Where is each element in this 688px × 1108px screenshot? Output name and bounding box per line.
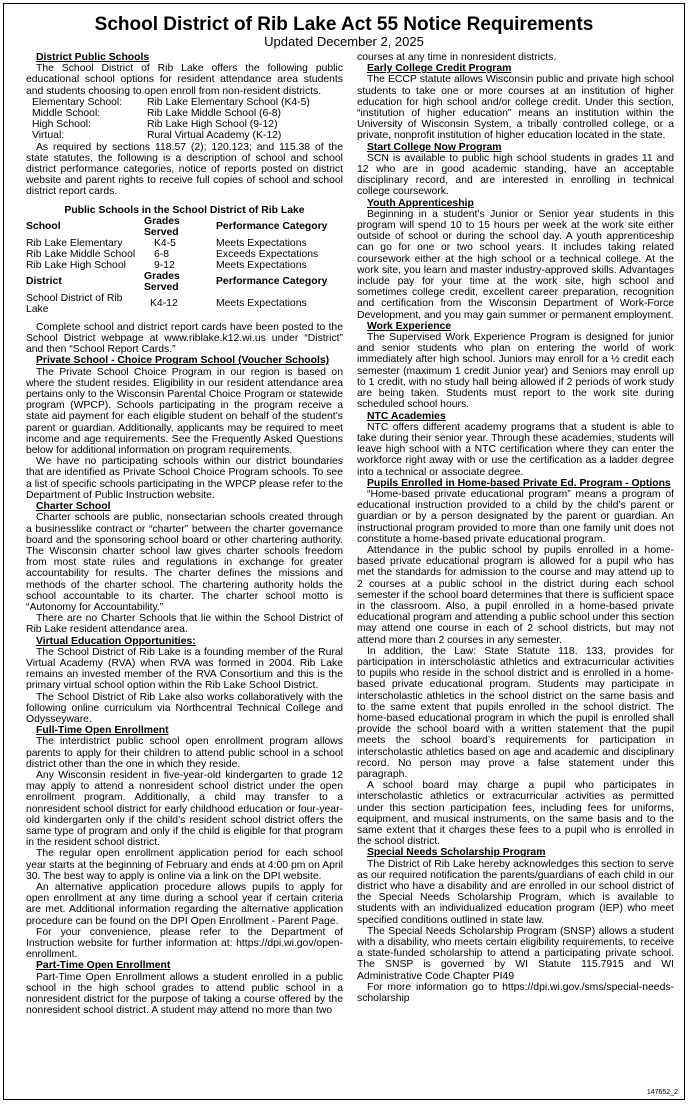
paragraph: An alternative application procedure allows pupils to apply for open enrollment at any time during a school year if certain criteria are met. Additional information regarding the alternative application procedure can be found on the DPI Open Enrollment - Parent Page. bbox=[26, 882, 343, 927]
school-type: Elementary School: bbox=[32, 96, 123, 108]
paragraph: NTC offers different academy programs that a student is able to take during their senior year. Through these academies, students will leave high school with a NTC certification where they can enter the workforce right away with or use the certification as a ladder degree into a technical or associate degree. bbox=[357, 421, 674, 478]
paragraph: For your convenience, please refer to the Department of Instruction website for further information at: https://dpi.wi.gov/open-enrollment. bbox=[26, 926, 343, 961]
table-cell: Rib Lake Middle School bbox=[26, 248, 136, 260]
paragraph: SCN is available to public high school students in grades 11 and 12 who are in good academic standing, have an acceptable disciplinary record, and are interested in enrolling in technical college coursework. bbox=[357, 152, 674, 198]
youth-apprenticeship-heading: Youth Apprenticeship bbox=[367, 197, 474, 209]
table-row bbox=[26, 238, 343, 249]
table-cell: Rib Lake Elementary bbox=[26, 237, 123, 249]
paragraph: There are no Charter Schools that lie within the School District of Rib Lake resident attendance area. bbox=[26, 613, 343, 636]
part-time-open-enrollment-heading: Part-Time Open Enrollment bbox=[36, 960, 171, 972]
paragraph: The District of Rib Lake hereby acknowledges this section to serve as our required notification the parents/guardians of each child in our district who have a disability and are enrolled in our school district of the Special Needs Scholarship Program, which is available to students with an individualized education program (IEP) who meet specified conditions outlined in state law. bbox=[357, 858, 674, 926]
paragraph: The Supervised Work Experience Program is designed for junior and senior students who plan on entering the world of work immediately after high school. Juniors may enroll for a ½ credit each semester (maximum 1 credit Junior year) and Seniors may enroll up to 1 credit, with no study hall being allowed if 2 periods of work study are being taken. Students must report to the work site during scheduled school hours. bbox=[357, 332, 674, 411]
right-column bbox=[357, 52, 674, 1016]
updated-date: Updated December 2, 2025 bbox=[264, 34, 424, 49]
school-name: Rib Lake Elementary School (K4-5) bbox=[147, 96, 310, 108]
ad-code: 147652_2 bbox=[646, 1089, 678, 1096]
paragraph: In addition, the Law: State Statute 118. 133, provides for participation in interscholastic athletics and extracurricular activities to pupils who reside in the school district and is enrolled in a home-based private educational program. Students may participate in interscholastic athletics in the school district on the same basis and to the same extent that pupils enrolled in the school district. The home-based educational program in which the pupil is enrolled shall provide the school board with a written statement that the pupil meets the school board’s requirements for participation in interscholastic athletics based on age and academic and disciplinary record. No person may prove a false statement under this paragraph. bbox=[357, 645, 674, 780]
paragraph: Part-Time Open Enrollment allows a student enrolled in a public school in the high school grades to attend public school in a nonresident district for the purpose of taking a course offered by the nonresident school district. A student may attend no more than two bbox=[26, 971, 343, 1017]
home-based-heading: Pupils Enrolled in Home-based Private Ed. Program - Options bbox=[367, 477, 671, 489]
header-cell: Performance Category bbox=[216, 276, 328, 288]
paragraph: The interdistrict public school open enrollment program allows parents to apply for their children to attend public school in a school district other than the one in which they reside. bbox=[26, 736, 343, 770]
paragraph: A school board may charge a pupil who participates in interscholastic athletics or extracurricular activities as permitted under this section participation fees, including fees for uniforms, equipment, and musical instruments, on the same basis and to the same extent that it charges these fees to a pupil who is enrolled in the school district. bbox=[357, 780, 674, 848]
table-caption: Public Schools in the School District of Rib Lake bbox=[64, 204, 305, 216]
paragraph: “Home-based private educational program” means a program of educational instruction provided to a child by the child’s parent or guardian or by a person designated by the parent or guardian. An instructional program provided to more than one family unit does not constitute a home-based private educational program. bbox=[357, 488, 674, 545]
paragraph: The School District of Rib Lake also works collaboratively with the following online curriculum via Northcentral Technical College and Odysseyware. bbox=[26, 691, 343, 725]
table-row bbox=[26, 293, 343, 315]
table-row bbox=[26, 249, 343, 260]
full-time-open-enrollment-heading: Full-Time Open Enrollment bbox=[36, 725, 169, 737]
school-type: Middle School: bbox=[32, 108, 101, 120]
early-college-credit-heading: Early College Credit Program bbox=[367, 63, 512, 75]
table-cell: Meets Expectations bbox=[216, 259, 307, 271]
header-cell: District bbox=[26, 276, 62, 288]
school-name: Rural Virtual Academy (K-12) bbox=[147, 130, 282, 142]
header-cell: Performance Category bbox=[216, 221, 328, 233]
school-name: Rib Lake Middle School (6-8) bbox=[147, 108, 281, 120]
paragraph: The Private School Choice Program in our region is based on where the student resides. Eligibility in our resident attendance area pertains only to the Wisconsin Parental Choice Program or statewide program (WPCP). Schools participating in the program receive a state aid payment for each eligible student on behalf of the student’s parent or guardian. Additionally, applicants may be required to meet income and age requirements. See the Frequently Asked Questions below for additional information on program requirements. bbox=[26, 366, 343, 457]
school-list bbox=[26, 97, 343, 142]
school-type: Virtual: bbox=[32, 130, 65, 142]
paragraph: courses at any time in nonresident districts. bbox=[357, 52, 557, 63]
left-column bbox=[26, 52, 343, 1016]
charter-school-heading: Charter School bbox=[36, 501, 111, 513]
paragraph: Attendance in the public school by pupils enrolled in a home-based private educational program is allowed for a pupil who has met the standards for admission to the course and may attend up to 2 courses at a public school in the district during each school semester if the school board determines that there is sufficient space in the classroom. Also, a pupil enrolled in a home-based private educational program and attending a public school under this section may attend one course in each of 2 school districts, but may not attend more than 2 courses in any semester. bbox=[357, 544, 674, 646]
district-public-schools-heading: District Public Schools bbox=[36, 52, 150, 63]
paragraph: The Special Needs Scholarship Program (SNSP) allows a student with a disability, who meets certain eligibility requirements, to receive a state-funded scholarship to attend a participating private school. The SNSP is governed by WI Statute 115.7915 and WI Administrative Code Chapter PI49 bbox=[357, 925, 674, 982]
paragraph: The regular open enrollment application period for each school year starts at the beginning of February and ends at 4:00 pm on April 30. The best way to apply is online via a link on the DPI website. bbox=[26, 848, 343, 882]
paragraph: Complete school and district report cards have been posted to the School District webpage at www.riblake.k12.wi.us under “District” and then “School Report Cards.” bbox=[26, 321, 343, 356]
header-cell: Grades Served bbox=[144, 215, 180, 238]
table-cell: 9-12 bbox=[154, 259, 175, 271]
table-cell: Rib Lake High School bbox=[26, 259, 126, 271]
header-cell: Grades Served bbox=[144, 270, 180, 293]
table-cell: Exceeds Expectations bbox=[216, 248, 319, 260]
table-cell: 6-8 bbox=[154, 248, 170, 260]
paragraph: For more information go to https://dpi.wi.gov./sms/special-needs-scholarship bbox=[357, 981, 674, 1005]
school-type: High School: bbox=[32, 119, 91, 131]
paragraph: Any Wisconsin resident in five-year-old kindergarten to grade 12 may apply to attend a nonresident school district under the open enrollment program. Additionally, a child may transfer to a nonresident school district for early childhood education or four-year-old kindergarten only if the child’s resident school district offers the same type of program and only if the child is eligible for that program in the resident school district. bbox=[26, 769, 343, 849]
table-cell: Meets Expectations bbox=[216, 298, 307, 310]
paragraph: Beginning in a student’s Junior or Senior year students in this program will spend 10 to 15 hours per week at the work site either outside of school or during the school day. A youth apprenticeship can go for one or two school years. It includes taking related coursework either at the high school or a technical college. At the work site, you learn and master industry-approved skills. Advantages include pay for your time at the work site, high school and sometimes college credit, excellent career preparation, recognition and certification from the Wisconsin Department of Work-Force Development, and you may gain summer or permanent employment. bbox=[357, 208, 674, 321]
paragraph: The School District of Rib Lake is a founding member of the Rural Virtual Academy (RVA) when RVA was formed in 2004. Rib Lake remains an invested member of the RVA Consortium and this is the primary virtual school option within the Rib Lake School District. bbox=[26, 646, 343, 692]
paragraph: As required by sections 118.57 (2); 120.123; and 115.38 of the state statutes, the following is a description of school and school district performance categories, notice of reports posted on district website and parent rights to receive full copies of school and school district report cards. bbox=[26, 141, 343, 198]
table-row bbox=[26, 260, 343, 271]
table-header-row bbox=[26, 216, 343, 238]
table-header-row bbox=[26, 271, 343, 293]
start-college-now-heading: Start College Now Program bbox=[367, 141, 502, 153]
school-name: Rib Lake High School (9-12) bbox=[147, 119, 278, 131]
virtual-education-heading: Virtual Education Opportunities: bbox=[36, 635, 196, 647]
paragraph: We have no participating schools within our district boundaries that are identified as Private School Choice Program schools. To see a list of specific schools participating in the WPCP please refer to the Department of Public Instruction website. bbox=[26, 456, 343, 501]
private-school-heading: Private School - Choice Program School (Voucher Schools) bbox=[36, 355, 330, 367]
special-needs-scholarship-heading: Special Needs Scholarship Program bbox=[367, 847, 546, 859]
ntc-academies-heading: NTC Academies bbox=[367, 410, 446, 422]
schools-table bbox=[26, 216, 343, 315]
paragraph: The ECCP statute allows Wisconsin public and private high school students to take one or more courses at an institution of higher education for high school and/or college credit. Under this section, “institution of higher education” means an institution within the University of Wisconsin System, a tribally controlled college, or a private, nonprofit institution of higher education located in the state. bbox=[357, 74, 674, 142]
table-cell: K4-12 bbox=[150, 298, 178, 310]
paragraph: The School District of Rib Lake offers the following public educational school options for resident attendance area students and students choosing to open enroll from non-resident districts. bbox=[26, 63, 343, 97]
page-title: School District of Rib Lake Act 55 Notice Requirements bbox=[94, 14, 594, 35]
header-cell: School bbox=[26, 221, 61, 233]
table-cell: School District of Rib Lake bbox=[26, 292, 123, 315]
table-cell: K4-5 bbox=[154, 237, 176, 249]
table-cell: Meets Expectations bbox=[216, 237, 307, 249]
notice-page bbox=[3, 3, 685, 1100]
paragraph: Charter schools are public, nonsectarian schools created through a businesslike contract or “charter” between the charter governance board and the sponsoring school board or other chartering authority. The Wisconsin charter school law gives charter schools freedom from most state rules and regulations in exchange for greater accountability for results. The charter defines the missions and methods of the charter school. The chartering authority holds the school accountable to its charter. The charter school motto is “Autonomy for Accountability.” bbox=[26, 512, 343, 613]
work-experience-heading: Work Experience bbox=[367, 320, 452, 332]
